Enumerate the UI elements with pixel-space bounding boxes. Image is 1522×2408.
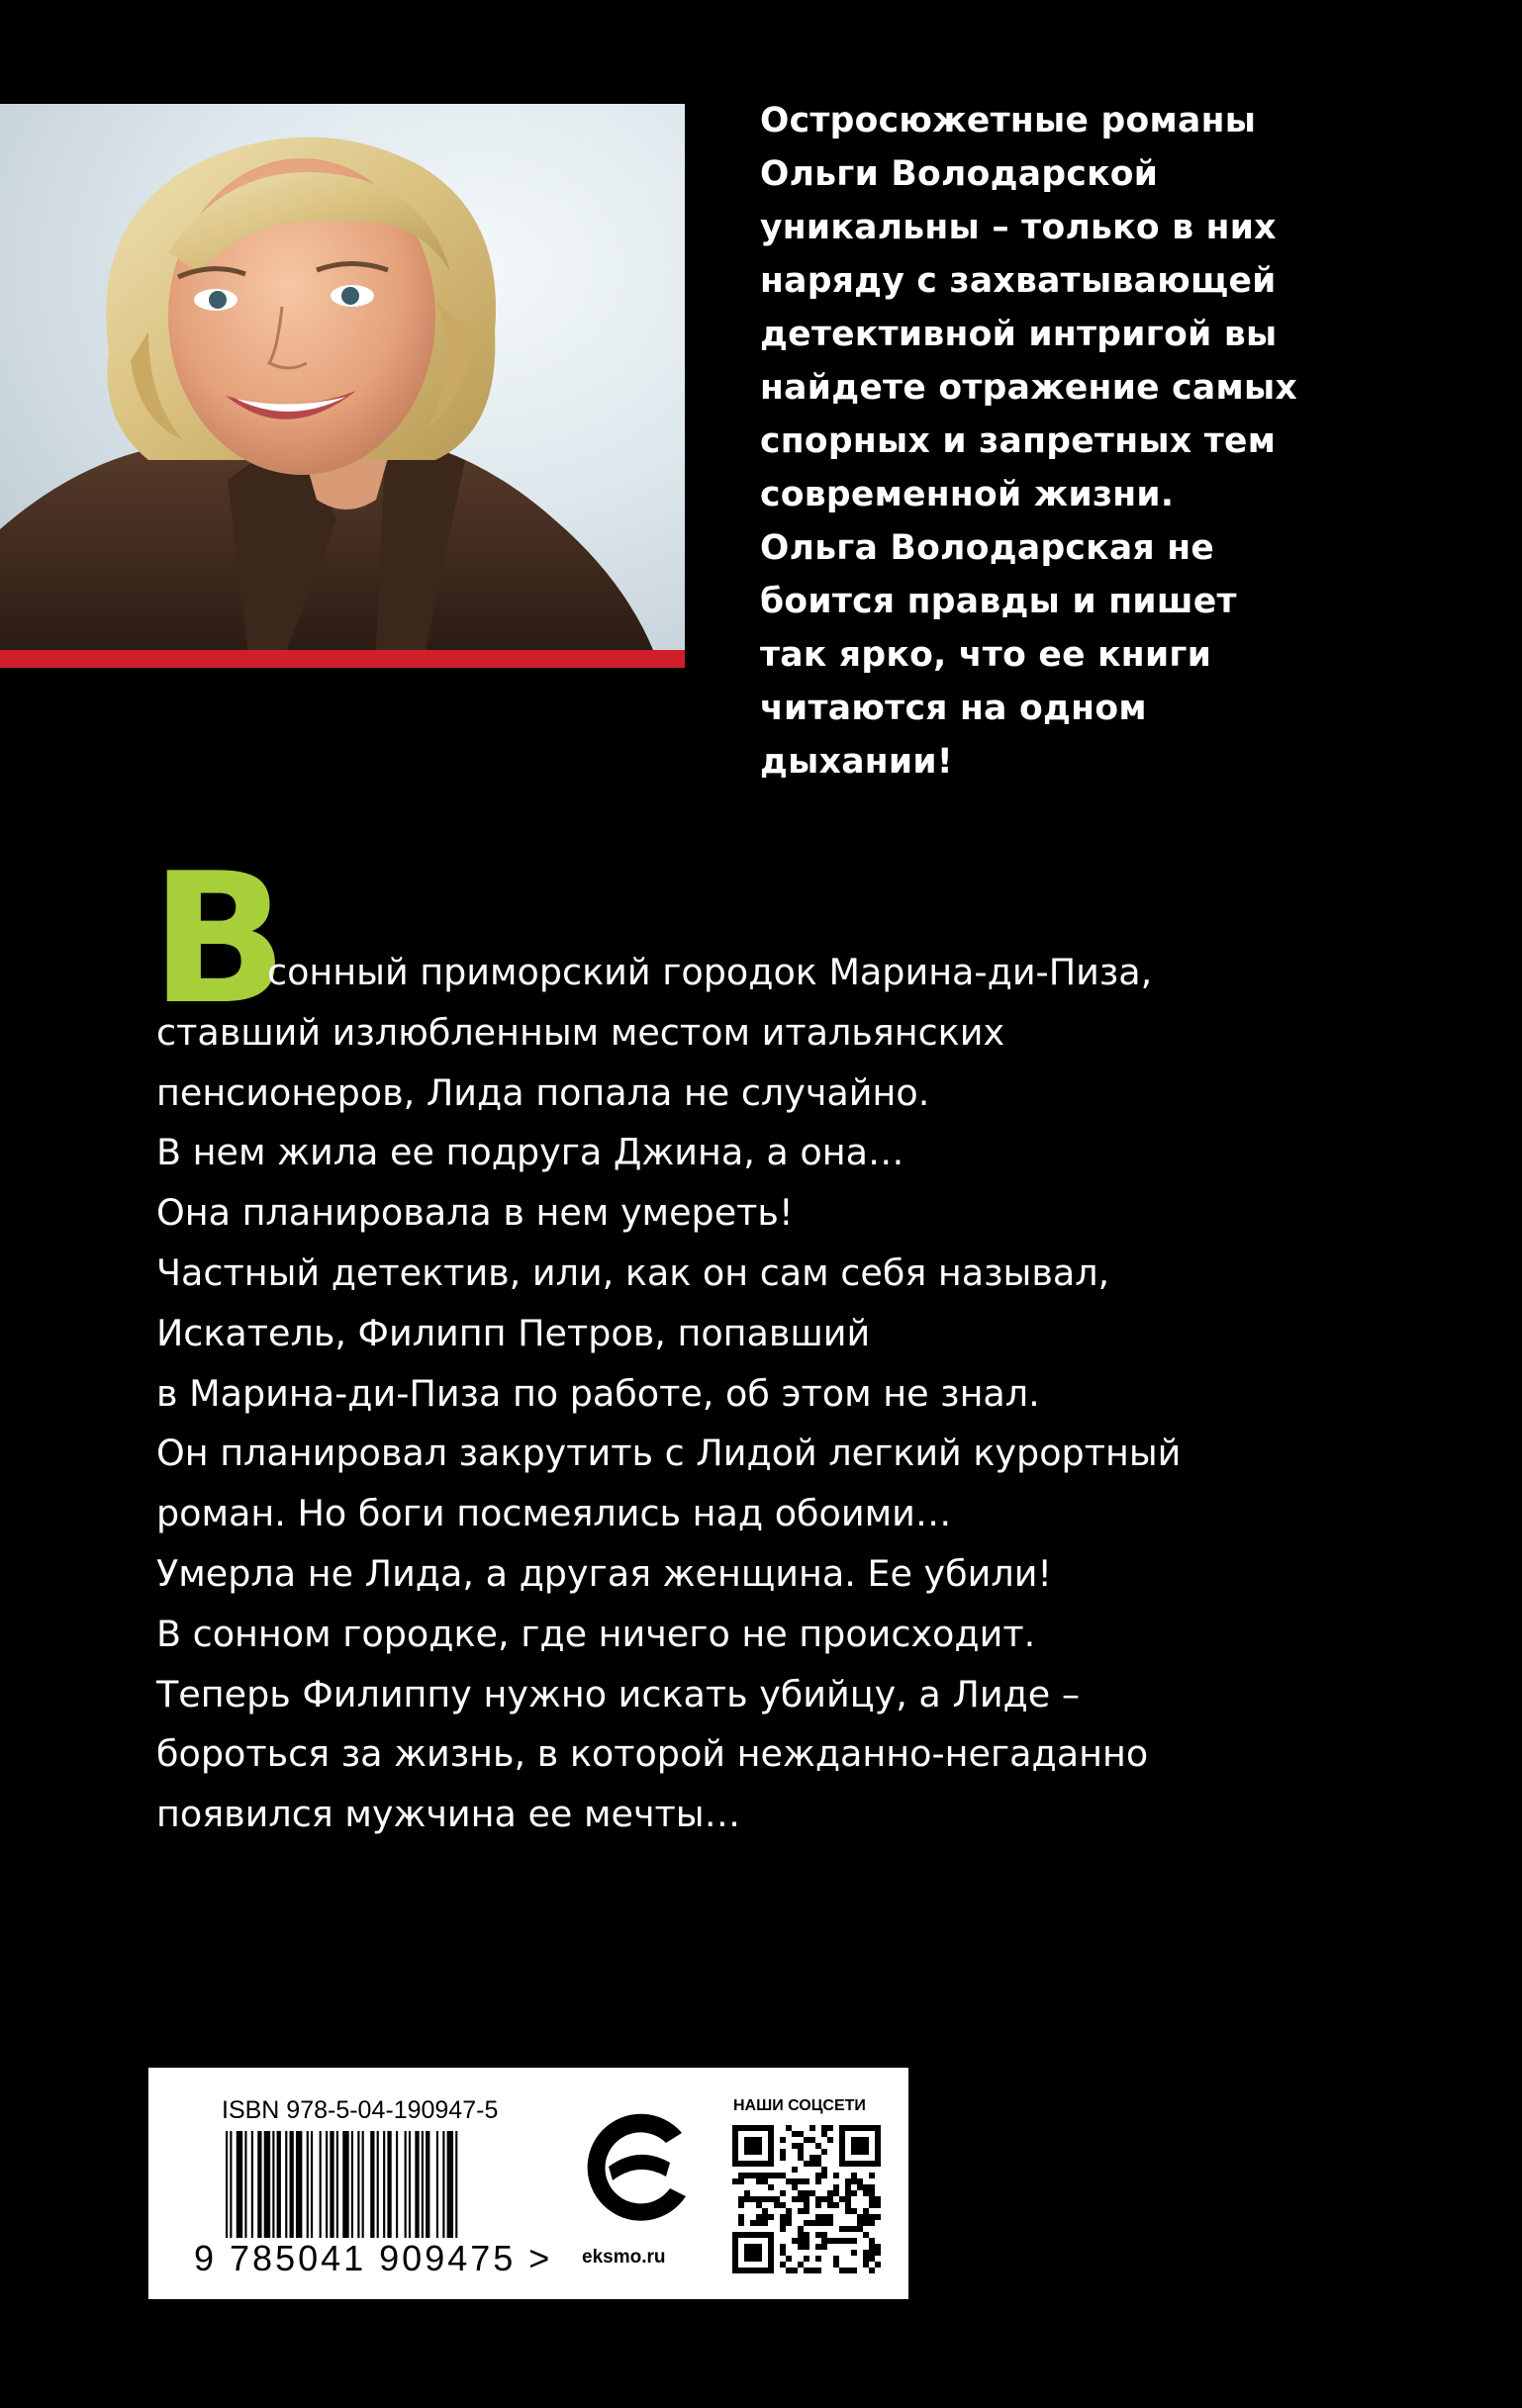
annotation-line: Она планировала в нем умереть! [156, 1191, 794, 1235]
annotation-line: ставший излюбленным местом итальянских [156, 1010, 1005, 1054]
book-annotation [156, 943, 1374, 1845]
isbn-text: ISBN 978-5-04-190947-5 [222, 2096, 499, 2124]
publisher-site: eksmo.ru [582, 2247, 666, 2268]
eksmo-logo-icon [579, 2105, 698, 2234]
qr-code-icon [732, 2125, 881, 2273]
annotation-line: В нем жила ее подруга Джина, а она… [156, 1131, 904, 1174]
author-portrait-photo [0, 104, 685, 650]
barcode-icon [226, 2131, 548, 2238]
annotation-line: сонный приморский городок Марина-ди-Пиза, [267, 951, 1153, 993]
social-label: НАШИ СОЦСЕТИ [733, 2097, 866, 2114]
annotation-line: Искатель, Филипп Петров, попавший [156, 1311, 871, 1354]
annotation-line: бороться за жизнь, в которой нежданно-негаданно [156, 1732, 1149, 1776]
ean-digits: 9 785041 909475 > [194, 2238, 553, 2278]
annotation-line: в Марина-ди-Пиза по работе, об этом не знал. [156, 1371, 1040, 1415]
red-accent-bar [0, 650, 685, 668]
annotation-line: В сонном городке, где ничего не происходит. [156, 1612, 1036, 1655]
barcode-panel [148, 2068, 908, 2299]
annotation-line: Теперь Филиппу нужно искать убийцу, а Лиде – [156, 1672, 1081, 1715]
annotation-line: Умерла не Лида, а другая женщина. Ее убили! [156, 1551, 1053, 1595]
drop-cap-letter: В [150, 834, 288, 1044]
author-photo-block [0, 104, 685, 668]
annotation-line: пенсионеров, Лида попала не случайно. [156, 1070, 930, 1114]
annotation-line: появился мужчина ее мечты… [156, 1793, 741, 1836]
annotation-line: Он планировал закрутить с Лидой легкий курортный [156, 1432, 1182, 1475]
author-blurb: Остросюжетные романы Ольги Володарской уникальны – только в них наряду с захватывающей детективной интригой вы найдете отражение самых спорных и запретных тем современной жизни. Ольга Володарская не боится правды и пишет так ярко, что ее книги читаются на одном дыхании! [760, 101, 1298, 782]
annotation-line: Частный детектив, или, как он сам себя называл, [156, 1250, 1110, 1294]
annotation-line: роман. Но боги посмеялись над обоими… [156, 1492, 952, 1535]
